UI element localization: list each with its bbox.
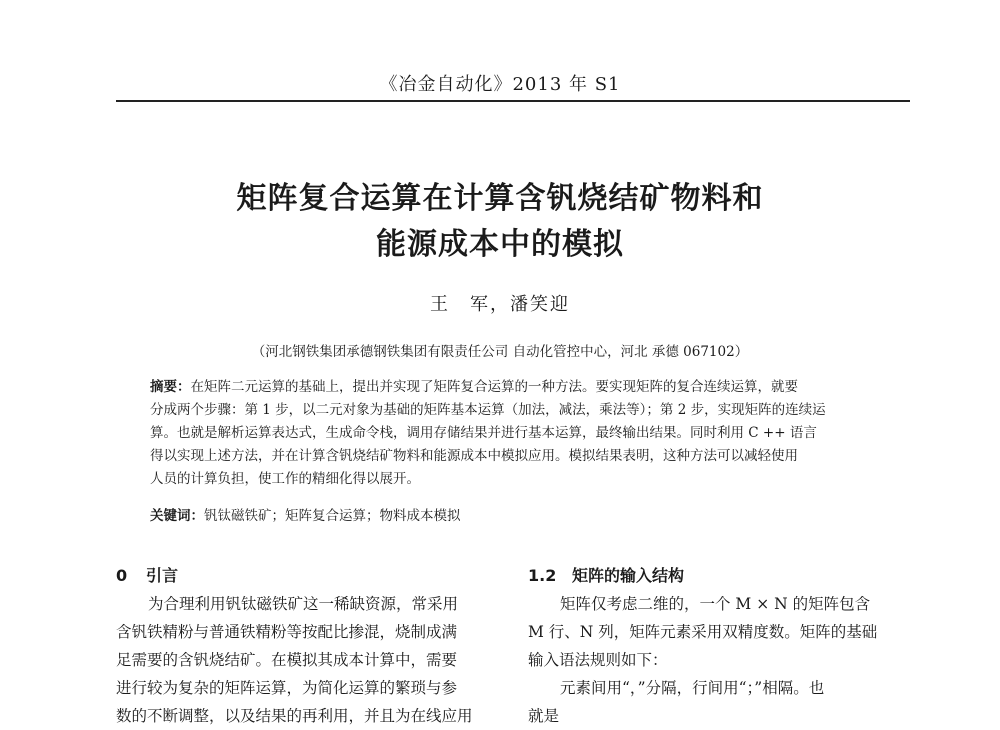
- left-line-1: 为合理利用钒钛磁铁矿这一稀缺资源，常采用: [148, 595, 459, 613]
- authors: 王 军，潘笑迎: [430, 294, 570, 315]
- journal-header: 《冶金自动化》2013 年 S1: [379, 74, 621, 95]
- header-rule: [116, 100, 910, 102]
- right-line-2: M 行、N 列，矩阵元素采用双精度数。矩阵的基础: [528, 623, 878, 641]
- abstract: [150, 376, 878, 491]
- left-line-2: 含钒铁精粉与普通铁精粉等按配比掺混，烧制成满: [116, 623, 458, 641]
- left-line-5: 数的不断调整，以及结果的再利用，并且为在线应用: [116, 707, 473, 725]
- left-line-3: 足需要的含钒烧结矿。在模拟其成本计算中，需要: [116, 651, 458, 669]
- keywords-text: 钒钛磁铁矿；矩阵复合运算；物料成本模拟: [204, 508, 461, 524]
- abstract-line-4: 得以实现上述方法，并在计算含钒烧结矿物料和能源成本中模拟应用。模拟结果表明，这种方法可以减轻使用: [150, 448, 798, 464]
- subsection-number: 1.2: [528, 566, 557, 585]
- left-line-4: 进行较为复杂的矩阵运算，为简化运算的繁琐与参: [116, 679, 458, 697]
- section-title: 引言: [146, 566, 179, 585]
- affiliation: （河北钢铁集团承德钢铁集团有限责任公司 自动化管控中心，河北 承德 067102）: [251, 344, 749, 360]
- right-line-1: 矩阵仅考虑二维的，一个 M × N 的矩阵包含: [560, 595, 871, 613]
- abstract-line-3: 算。也就是解析运算表达式，生成命令栈，调用存储结果并进行基本运算，最终输出结果。同时利用 C ++ 语言: [150, 425, 817, 441]
- paper-title: [0, 176, 1000, 268]
- keywords: [150, 505, 878, 527]
- section-number: 0: [116, 566, 128, 585]
- section-heading-introduction: [116, 562, 500, 590]
- abstract-line-2: 分成两个步骤：第 1 步，以二元对象为基础的矩阵基本运算（加法，减法，乘法等）；第 2 步，实现矩阵的连续运: [150, 402, 826, 418]
- abstract-line-5: 人员的计算负担，使工作的精细化得以展开。: [150, 471, 420, 487]
- right-line-5: 就是: [528, 707, 560, 725]
- section-heading-matrix-input: [528, 562, 912, 590]
- right-column: [528, 562, 912, 730]
- keywords-label: 关键词：: [150, 508, 204, 524]
- subsection-title: 矩阵的输入结构: [572, 566, 685, 585]
- abstract-line-1: 在矩阵二元运算的基础上，提出并实现了矩阵复合运算的一种方法。要实现矩阵的复合连续运算，就要: [190, 379, 798, 395]
- abstract-label: 摘要：: [150, 379, 191, 395]
- right-line-3: 输入语法规则如下：: [528, 651, 668, 669]
- left-column: [116, 562, 500, 730]
- title-line-1: 矩阵复合运算在计算含钒烧结矿物料和: [236, 181, 764, 216]
- title-line-2: 能源成本中的模拟: [376, 227, 624, 262]
- right-line-4: 元素间用“，”分隔，行间用“；”相隔。也: [560, 679, 825, 697]
